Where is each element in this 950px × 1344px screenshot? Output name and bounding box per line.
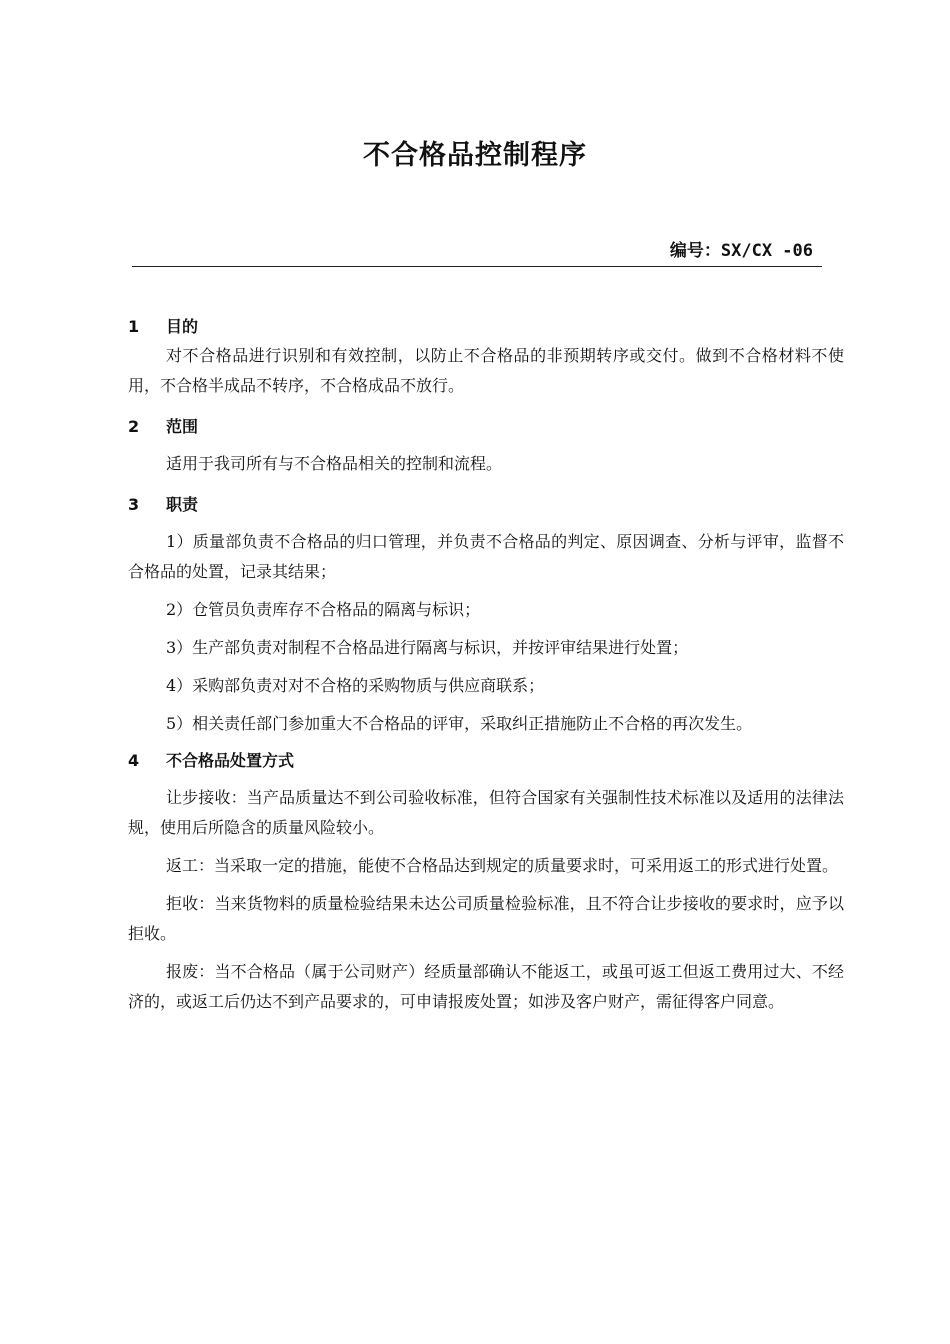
list-item: 2）仓管员负责库存不合格品的隔离与标识； (166, 600, 481, 619)
list-item: 4）采购部负责对对不合格的采购物质与供应商联系； (166, 676, 545, 695)
section-title: 目的 (166, 317, 199, 336)
document-title: 不合格品控制程序 (363, 140, 587, 171)
section-heading-responsibilities (128, 491, 844, 519)
document-body (128, 313, 844, 1017)
section-number: 1 (128, 317, 140, 336)
paragraph: 对不合格品进行识别和有效控制，以防止不合格品的非预期转序或交付。做到不合格材料不使用，不合格半成品不转序，不合格成品不放行。 (128, 346, 844, 395)
paragraph: 报废：当不合格品（属于公司财产）经质量部确认不能返工，或虽可返工但返工费用过大、不经济的，或返工后仍达不到产品要求的，可申请报废处置；如涉及客户财产，需征得客户同意。 (128, 962, 844, 1011)
section-title: 职责 (166, 495, 199, 514)
section-title: 范围 (166, 417, 199, 436)
paragraph: 让步接收：当产品质量达不到公司验收标准，但符合国家有关强制性技术标准以及适用的法律法规，使用后所隐含的质量风险较小。 (128, 788, 844, 837)
list-item: 1）质量部负责不合格品的归口管理，并负责不合格品的判定、原因调查、分析与评审，监督不合格品的处置，记录其结果； (128, 532, 844, 581)
section-number: 4 (128, 751, 140, 770)
section-heading-scope (128, 413, 844, 441)
section-heading-disposition (128, 747, 844, 775)
paragraph: 拒收：当来货物料的质量检验结果未达公司质量检验标准，且不符合让步接收的要求时，应予以拒收。 (128, 894, 844, 943)
document-code: 编号：SX/CX -06 (669, 241, 813, 261)
section-number: 3 (128, 495, 140, 514)
section-title: 不合格品处置方式 (166, 751, 295, 770)
paragraph: 适用于我司所有与不合格品相关的控制和流程。 (166, 454, 503, 473)
list-item: 3）生产部负责对制程不合格品进行隔离与标识，并按评审结果进行处置； (166, 638, 689, 657)
paragraph: 返工：当采取一定的措施，能使不合格品达到规定的质量要求时，可采用返工的形式进行处置。 (166, 856, 839, 875)
list-item: 5）相关责任部门参加重大不合格品的评审，采取纠正措施防止不合格的再次发生。 (166, 714, 753, 733)
header-divider (132, 266, 822, 267)
section-number: 2 (128, 417, 140, 436)
section-heading-purpose (128, 313, 844, 341)
